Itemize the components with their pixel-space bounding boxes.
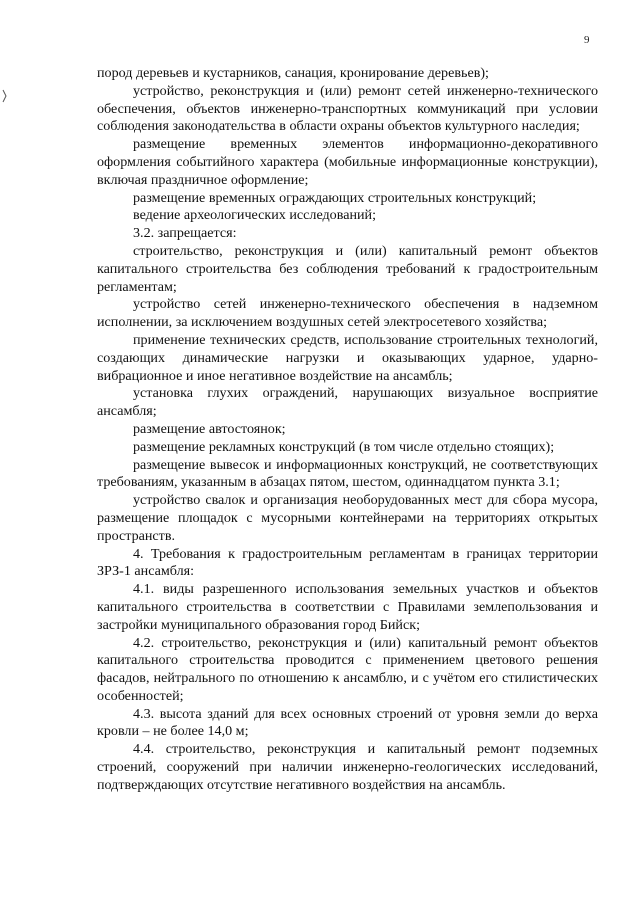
paragraph: размещение автостоянок; <box>133 420 286 437</box>
document-body <box>97 65 598 795</box>
paragraph: ведение археологических исследований; <box>133 207 376 224</box>
page-number: 9 <box>584 34 590 46</box>
paragraph: размещение временных ограждающих строительных конструкций; <box>133 189 537 206</box>
paragraph: устройство сетей инженерно-технического обеспечения в надземном исполнении, за исключением воздушных сетей электросетевого хозяйства; <box>97 296 598 331</box>
margin-mark-icon <box>2 88 8 104</box>
paragraph: 4.4. строительство, реконструкция и капитальный ремонт подземных строений, сооружений при наличии инженерно-геологических исследований, подтверждающих отсутствие негативного воздействия на ансамбль. <box>97 741 598 793</box>
paragraph: устройство, реконструкция и (или) ремонт сетей инженерно-технического обеспечения, объектов инженерно-транспортных коммуникаций при условии соблюдения законодательства в области охраны объектов культурного наследия; <box>97 82 598 135</box>
paragraph: размещение временных элементов информационно-декоративного оформления событийного характера (мобильные информационные конструкции), включая праздничное оформление; <box>97 136 598 188</box>
paragraph: установка глухих ограждений, нарушающих визуальное восприятие ансамбля; <box>97 385 598 420</box>
paragraph: размещение рекламных конструкций (в том числе отдельно стоящих); <box>133 438 555 455</box>
paragraph: 4.1. виды разрешенного использования земельных участков и объектов капитального строительства в соответствии с Правилами землепользования и застройки муниципального образования город Бийск; <box>97 581 598 633</box>
paragraph: 3.2. запрещается: <box>133 225 237 242</box>
paragraph: 4.3. высота зданий для всех основных строений от уровня земли до верха кровли – не более 14,0 м; <box>97 705 598 740</box>
paragraph: строительство, реконструкция и (или) капитальный ремонт объектов капитального строительства без соблюдения требований к градостроительным регламентам; <box>97 242 598 295</box>
paragraph: применение технических средств, использование строительных технологий, создающих динамические нагрузки и оказывающих ударное, ударно-вибрационное и иное негативное воздействие на ансамбль; <box>97 331 598 384</box>
paragraph: размещение вывесок и информационных конструкций, не соответствующих требованиям, указанным в абзацах пятом, шестом, одиннадцатом пункта 3.1; <box>97 456 598 491</box>
paragraph: пород деревьев и кустарников, санация, кронирование деревьев); <box>97 65 489 81</box>
paragraph: 4. Требования к градостроительным регламентам в границах территории ЗРЗ-1 ансамбля: <box>97 545 598 580</box>
paragraph: 4.2. строительство, реконструкция и (или) капитальный ремонт объектов капитального строительства проводится с применением цветового решения фасадов, нейтрального по отношению к ансамблю, и с учётом его стилистических особенностей; <box>97 634 598 704</box>
paragraph: устройство свалок и организация необорудованных мест для сбора мусора, размещение площадок с мусорными контейнерами на территориях открытых пространств. <box>97 492 598 544</box>
